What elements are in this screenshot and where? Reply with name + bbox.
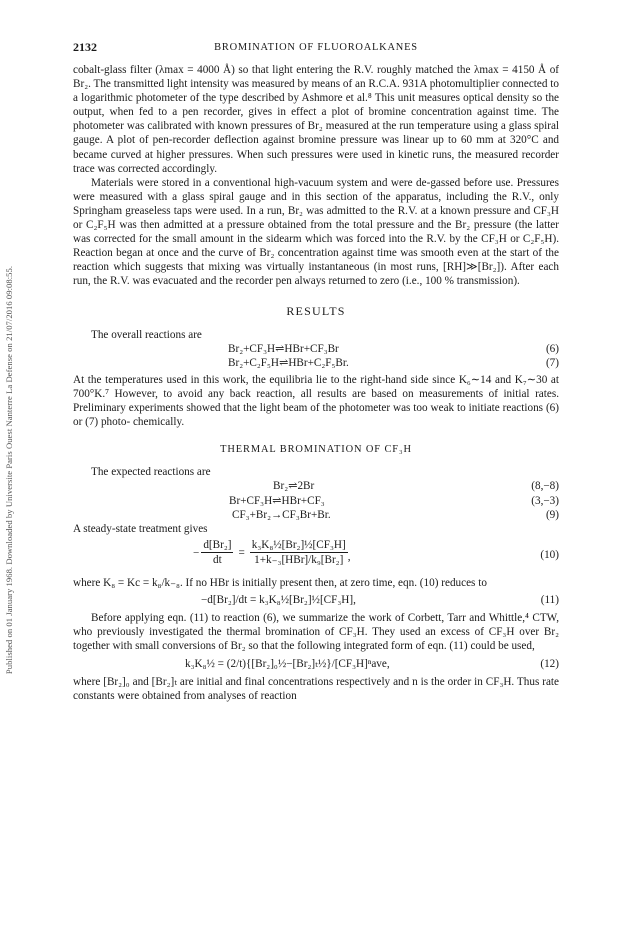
text-line: reaction which suggests that mixing was virtually instantaneous (in most runs, [RH]≫[Br₂]). xyxy=(73,261,507,274)
eq10-rhs-numerator: k₃K₈½[Br₂]½[CF₃H] xyxy=(251,538,346,551)
download-stamp-text: Published on 01 January 1968. Downloaded by Universite Paris Ouest Nanterre La Defense on 21/07/2016 09:08:55. xyxy=(4,265,15,675)
equation-9 xyxy=(73,508,559,522)
text-line: where K₈ = Kc = k₈/k₋₈. If no HBr is initially present then, at zero time, eqn. (10) xyxy=(73,576,439,589)
equation-3 xyxy=(73,494,559,508)
equation-10-number: (10) xyxy=(540,548,559,561)
page-number: 2132 xyxy=(73,40,97,54)
text-line: including the R.V., only Springham greaseless taps were used. In a run, Br₂ was admitted xyxy=(73,190,560,217)
equation-12-number: (12) xyxy=(540,658,559,671)
text-line: measured recorder trace was corrected accordingly. xyxy=(73,148,560,175)
text-line: photomultiplier connected to a logarithmic photometer of the type described by Ashmore xyxy=(73,78,559,105)
page-header xyxy=(73,40,559,56)
equation-3-formula: Br+CF₃H⇌HBr+CF₃ xyxy=(229,494,325,507)
text-line: where [Br₂]₀ and [Br₂]ₜ are initial and final concentrations respectively and n is the xyxy=(73,676,445,689)
text-line: order in CF₃H. Thus rate constants were obtained from analyses of reaction xyxy=(73,676,559,703)
equation-7 xyxy=(73,356,559,370)
text-line: in effect a plot of bromine concentration against time. The photometer was calibrated with xyxy=(73,106,560,133)
before-applying-paragraph xyxy=(73,611,559,653)
text-line: chemically. xyxy=(132,416,185,429)
text-line: based on measurements of initial rates. Preliminary experiments showed that the xyxy=(73,387,559,415)
text-line: K₆∼14 and K₇∼30 at 700°K.⁷ However, to avoid any back reaction, all results are xyxy=(73,373,560,400)
equation-6 xyxy=(73,342,559,356)
download-stamp xyxy=(2,95,16,845)
text-line: known pressures of Br₂ measured at the run temperature using a glass spiral gauge. A plot xyxy=(73,120,560,147)
text-line: use. Pressures were measured with a glass spiral gauge and in this section of the apparatus, xyxy=(73,176,560,203)
text-line: et al.⁸ This unit measures optical density so the output, when fed to a pen recorder, gives xyxy=(73,92,560,119)
text-line: At the temperatures used in this work, the equilibria lie to the right-hand side since xyxy=(73,373,456,386)
equation-10 xyxy=(73,538,559,572)
text-line: once and the curve of Br₂ concentration against time was smooth even at the start of the xyxy=(157,247,559,260)
equation-11 xyxy=(73,593,559,607)
equation-11-number: (11) xyxy=(540,593,559,606)
equation-6-formula: Br₂+CF₃H⇌HBr+CF₃Br xyxy=(228,342,339,355)
text-line: 100 % transmission). xyxy=(425,275,520,288)
equation-12-formula: k₃K₈½ = (2/t){[Br₂]₀½−[Br₂]ₜ½}/[CF₃H]ⁿave, xyxy=(185,658,390,671)
equation-7-formula: Br₂+C₂F₅H⇌HBr+C₂F₅Br. xyxy=(228,356,349,369)
results-paragraph xyxy=(73,373,559,429)
results-lead: The overall reactions are xyxy=(91,328,202,341)
text-line: They used an excess of CF₃H over Br₂ together with small conversions of Br₂ so that xyxy=(73,626,559,653)
where-paragraph xyxy=(73,576,559,590)
steady-state-line: A steady-state treatment gives xyxy=(73,522,208,535)
equation-10-formula: − $\frac{\text{d[Br₂]}}{dt}$ = $\frac{\text{k₃K₈½[Br₂]½[CF₃H]}}{\text{1+k₋₃[HBr]/k₉[Br₂]}}$ , xyxy=(193,538,351,566)
equation-7-number: (7) xyxy=(545,356,559,369)
eq10-lhs-denominator: dt xyxy=(213,553,222,566)
text-line: of pen-recorder deflection against bromine pressure was linear up to 60 mm at 320°C and xyxy=(139,134,560,147)
intro-paragraph xyxy=(73,63,559,176)
thermal-lead: The expected reactions are xyxy=(91,466,211,479)
equation-9-number: (9) xyxy=(545,508,559,521)
text-line: light beam of the photometer was too weak to initiate reactions (6) or (7) photo- xyxy=(73,402,559,429)
text-line: the following integrated form of eqn. (11) could be used, xyxy=(280,640,535,653)
equation-8-number: (8,−8) xyxy=(531,480,559,493)
text-line: to the R.V. at a known pressure and CF₃H or C₂F₅H was then admitted at a pressure obtained xyxy=(73,204,559,232)
equation-11-formula: −d[Br₂]/dt = k₃K₈½[Br₂]½[CF₃H], xyxy=(201,593,356,606)
equation-3-number: (3,−3) xyxy=(531,494,559,507)
text-line: 4150 Å of Br₂. The transmitted light intensity was measured by means of an R.C.A. 931A xyxy=(73,64,560,91)
eq10-lhs-numerator: d[Br₂] xyxy=(203,538,232,551)
text-line: became curved at higher pressures. When such pressures were used in kinetic runs, the xyxy=(73,148,472,161)
equation-12 xyxy=(73,657,559,671)
text-line: After each run, the R.V. was evacuated and the recorder pen always returned to zero (i.e., xyxy=(73,261,559,288)
text-line: in the sidearm which was forced into the R.V. by the CF₃H or C₂F₅H). Reaction began at xyxy=(73,233,560,260)
text-line: Materials were stored in a conventional high-vacuum system and were de-gassed before xyxy=(91,176,493,189)
text-line: reduces to xyxy=(441,576,487,589)
text-line: cobalt-glass filter (λmax = 4000 Å) so that light entering the R.V. roughly matched the λmax = xyxy=(73,64,509,76)
journal-page xyxy=(73,40,559,704)
equation-8 xyxy=(73,479,559,493)
text-line: from the total pressure and the Br₂ pressure (the latter was corrected for the small amount xyxy=(73,219,560,246)
eq10-rhs-denominator: 1+k₋₃[HBr]/k₉[Br₂] xyxy=(254,553,344,566)
thermal-bromination-heading: THERMAL BROMINATION OF CF₃H xyxy=(220,444,412,456)
running-title: BROMINATION OF FLUOROALKANES xyxy=(214,42,418,53)
final-paragraph xyxy=(73,675,559,703)
equation-8-formula: Br₂⇌2Br xyxy=(273,480,315,493)
equation-6-number: (6) xyxy=(545,342,559,355)
text-line: Before applying eqn. (11) to reaction (6), we summarize the work of Corbett, Tarr xyxy=(91,612,466,624)
materials-paragraph xyxy=(73,176,559,289)
text-line: and Whittle,⁴ CTW, who previously investigated the thermal bromination of CF₃H. xyxy=(73,612,560,639)
equation-9-formula: CF₃+Br₂→CF₃Br+Br. xyxy=(232,508,331,521)
results-heading: RESULTS xyxy=(286,303,346,318)
